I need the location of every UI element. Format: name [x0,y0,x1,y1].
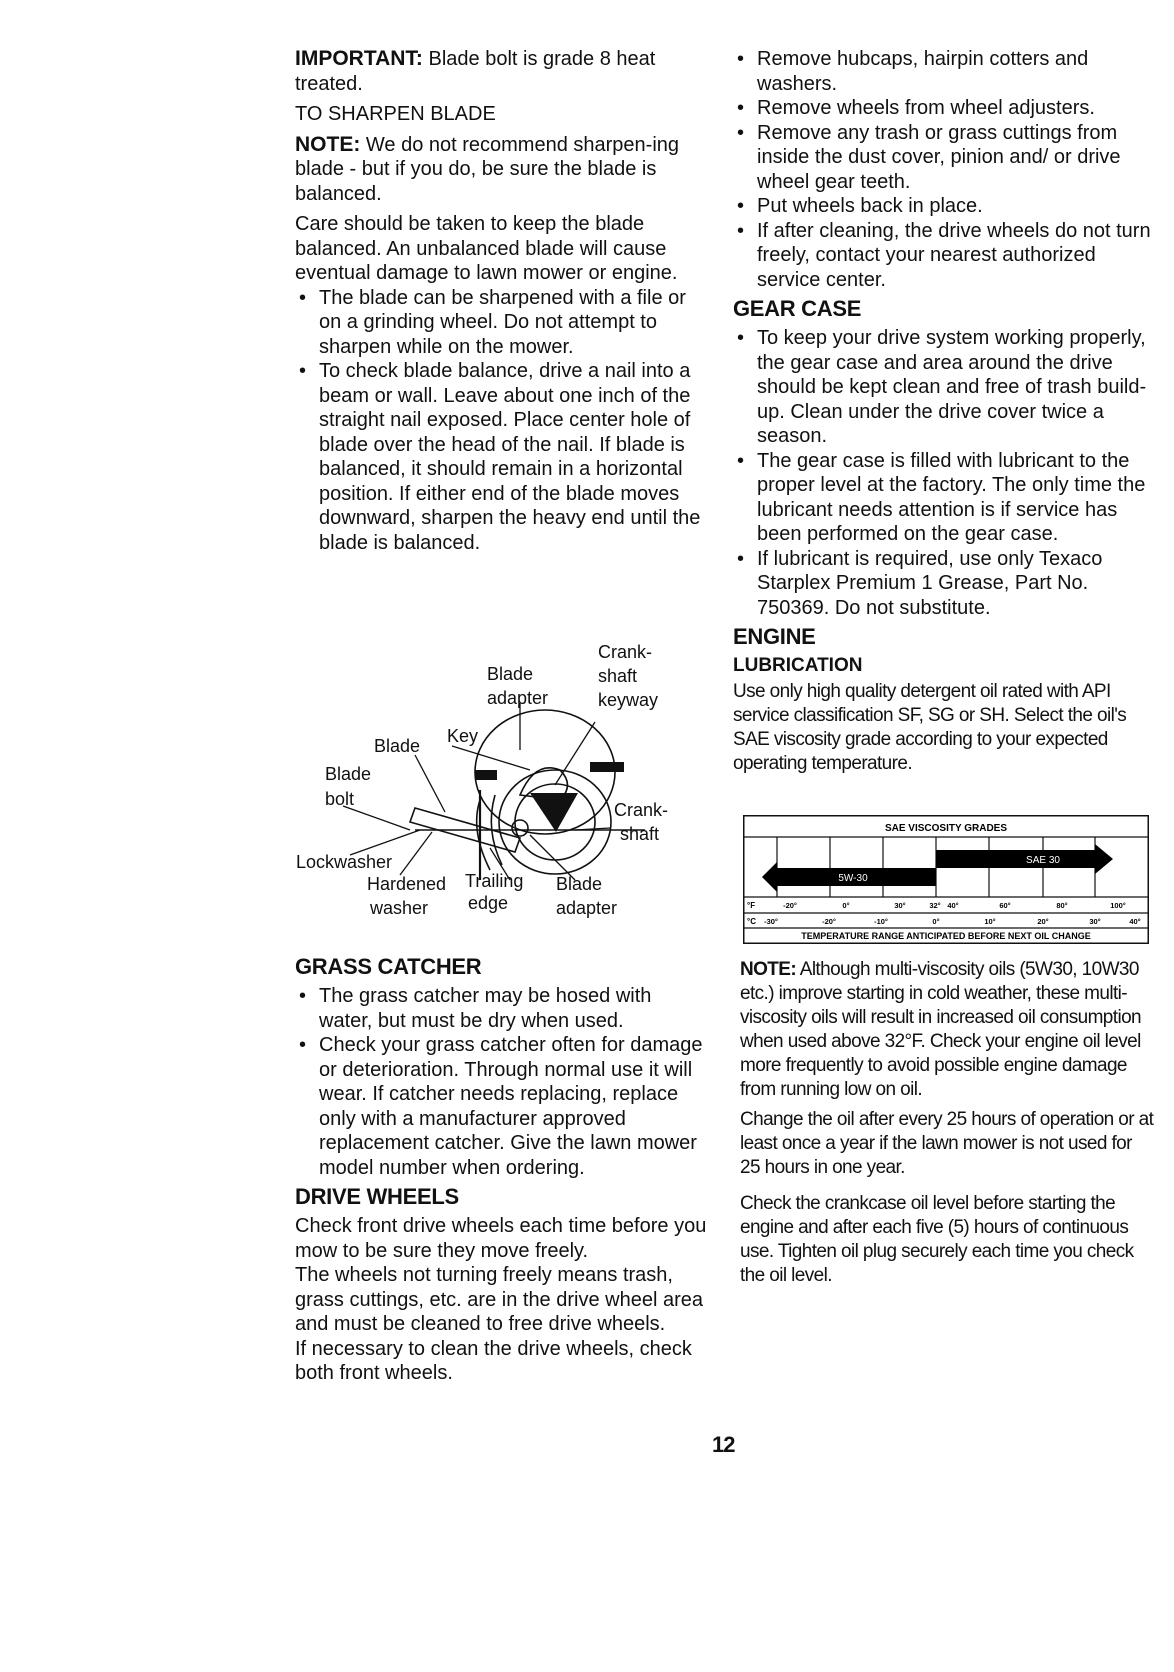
chart-footer: TEMPERATURE RANGE ANTICIPATED BEFORE NEXT OIL CHANGE [801,931,1091,941]
oil-change-text: Change the oil after every 25 hours of operation or at least once a year if the lawn mower is not used for 25 hours in one year. [740,1109,1154,1178]
right-column-bottom [740,958,1155,1294]
f-tick: 40° [947,901,959,910]
diagram-block [475,770,497,780]
adapter-pointer [530,793,578,832]
gear-case-heading: GEAR CASE [733,296,862,321]
drive-text: Check front drive wheels each time before you mow to be sure they move freely. [295,1215,707,1262]
page-number: 12 [712,1432,735,1457]
c-axis-label: °C [747,917,756,926]
label-blade-adapter: adapter [487,688,549,708]
sae-viscosity-chart [743,815,1149,944]
grade-label-5w30: 5W-30 [838,873,868,884]
f-tick: 60° [999,901,1011,910]
drive-wheels-heading: DRIVE WHEELS [295,1184,459,1209]
label-trailing-edge: Trailing [465,871,524,891]
left-column-top [295,47,710,559]
label-blade-adapter-bottom: adapter [556,898,618,918]
label-crankshaft-keyway: Crank- [598,642,653,662]
gear-case-bullets [733,326,1153,620]
lubrication-heading: LUBRICATION [733,655,863,676]
label-blade-adapter: Blade [487,664,534,684]
diagram-block [590,762,624,772]
drive-text: The wheels not turning freely means trash, grass cuttings, etc. are in the drive wheel area and must be cleaned to free drive wheels. [295,1264,703,1335]
list-item: • Remove hubcaps, hairpin cotters and washers. [733,47,1153,96]
blade-assembly-diagram [285,610,705,940]
c-tick: -20° [822,917,836,926]
list-item: • The gear case is filled with lubricant to the proper level at the factory. The only time the lubricant needs attention is if service has been performed on the gear case. [733,449,1153,547]
note-label: NOTE: [295,132,361,156]
label-hardened-washer: Hardened [367,874,447,894]
list-item: • Check your grass catcher often for damage or deterioration. Through normal use it will wear. If catcher needs replacing, replace only with a manufacturer approved replacement catcher. Give the lawn mower model number when ordering. [295,1033,710,1180]
label-crankshaft: shaft [620,824,660,844]
drive-text: If necessary to clean the drive wheels, check both front wheels. [295,1337,692,1384]
label-blade: Blade [374,736,421,756]
list-item: • If after cleaning, the drive wheels do not turn freely, contact your nearest authorized service center. [733,219,1153,293]
f-tick: -20° [783,901,797,910]
care-text: Care should be taken to keep the blade balanced. An unbalanced blade will cause eventual damage to lawn mower or engine. [295,213,678,284]
important-text: Blade bolt is grade 8 heat treated. [295,48,656,95]
label-crankshaft-keyway: keyway [598,690,659,710]
f-tick: 80° [1056,901,1068,910]
note-text: We do not recommend sharpen-ing blade - but if you do, be sure the blade is balanced. [295,133,680,205]
list-item: • Remove wheels from wheel adjusters. [733,96,1153,121]
engine-heading: ENGINE [733,624,816,649]
list-item: • To check blade balance, drive a nail into a beam or wall. Leave about one inch of the straight nail exposed. Place center hole of blade over the head of the nail. If blade is balanced, it should remain in a horizontal position. If either end of the blade moves downward, sharpen the heavy end until the blade is balanced. [295,359,710,555]
right-column-top [733,47,1153,782]
list-item: • To keep your drive system working properly, the gear case and area around the drive should be kept clean and free of trash build-up. Clean under the drive cover twice a season. [733,326,1153,449]
label-crankshaft-keyway: shaft [598,666,638,686]
note-label: NOTE: [740,959,797,980]
oil-check-text: Check the crankcase oil level before starting the engine and after each five (5) hours of continuous use. Tighten oil plug securely each time you check the oil level. [740,1193,1134,1286]
c-tick: 20° [1037,917,1049,926]
diagram-illustration [410,710,645,880]
f-tick: 100° [1110,901,1126,910]
c-tick: 0° [932,917,940,926]
grass-catcher-heading: GRASS CATCHER [295,954,482,979]
important-note [295,47,710,96]
list-item: • The blade can be sharpened with a file or on a grinding wheel. Do not attempt to sharpen while on the mower. [295,286,710,360]
c-tick: -10° [874,917,888,926]
sharpen-heading: TO SHARPEN BLADE [295,103,496,125]
list-item: • Put wheels back in place. [733,194,1153,219]
label-hardened-washer: washer [370,898,429,918]
f-axis-label: °F [747,901,756,910]
list-item: • If lubricant is required, use only Texaco Starplex Premium 1 Grease, Part No. 750369. Do not substitute. [733,547,1153,621]
grade-label-sae30: SAE 30 [1026,855,1060,866]
lubrication-text: Use only high quality detergent oil rated with API service classification SF, SG or SH. Select the oil's SAE viscosity grade according to your expected operating temperature. [733,681,1127,774]
note-text: Although multi-viscosity oils (5W30, 10W30 etc.) improve starting in cold weather, these multi-viscosity oils will result in increased oil consumption when used above 32°F. Check your engine oil level more frequently to avoid possible engine damage from running low on oil. [740,959,1142,1100]
label-trailing-edge: edge [468,893,509,913]
drive-wheel-bullets [733,47,1153,292]
c-tick: 10° [984,917,996,926]
grass-catcher-bullets [295,984,710,1180]
c-tick: -30° [764,917,778,926]
c-tick: 40° [1129,917,1141,926]
label-key: Key [447,726,479,746]
oil-note [740,958,1155,1102]
sharpen-note [295,133,710,207]
label-crankshaft: Crank- [614,800,669,820]
f-tick: 0° [842,901,850,910]
c-tick: 30° [1089,917,1101,926]
label-lockwasher: Lockwasher [296,852,393,872]
label-blade-adapter-bottom: Blade [556,874,603,894]
list-item: • Remove any trash or grass cuttings from inside the dust cover, pinion and/ or drive wheel gear teeth. [733,121,1153,195]
sharpen-bullets [295,286,710,556]
chart-title: SAE VISCOSITY GRADES [884,823,1008,834]
important-label: IMPORTANT: [295,47,423,70]
f-tick: 30° [894,901,906,910]
list-item: • The grass catcher may be hosed with water, but must be dry when used. [295,984,710,1033]
label-blade-bolt: bolt [325,789,355,809]
left-column-bottom [295,952,710,1386]
label-blade-bolt: Blade [325,764,372,784]
f-tick: 32° [929,901,941,910]
